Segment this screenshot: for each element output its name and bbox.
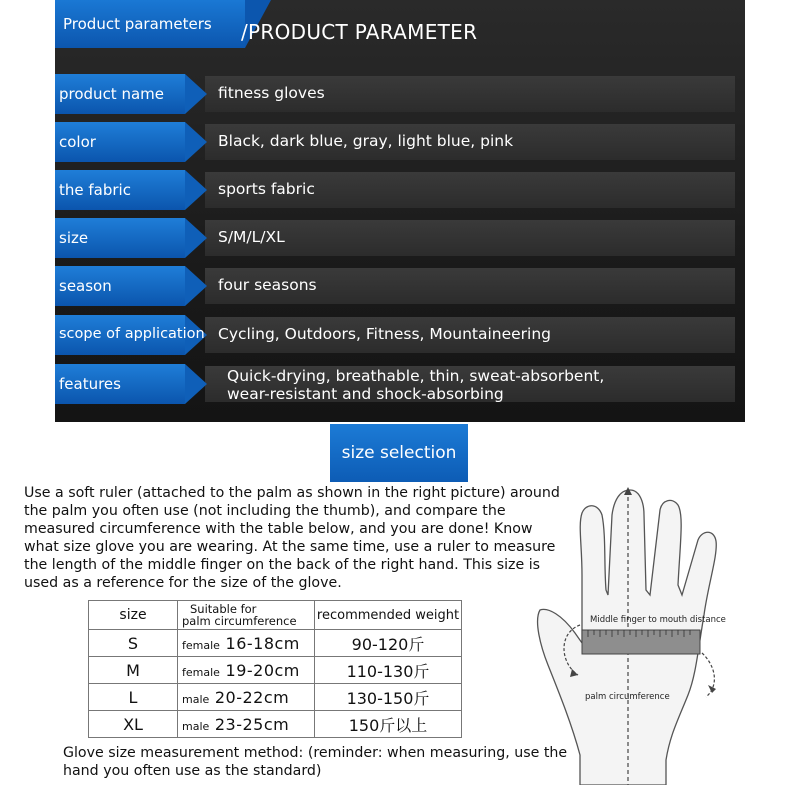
panel-header (55, 0, 745, 64)
palm-cell (178, 630, 315, 657)
table-row (89, 684, 462, 711)
param-label: season (59, 277, 112, 295)
param-row-fabric (55, 170, 745, 210)
table-row (89, 630, 462, 657)
param-row-size (55, 218, 745, 258)
table-row (89, 711, 462, 738)
size-cell: M (89, 657, 178, 684)
hand-measurement-diagram (520, 485, 780, 785)
palm-cell (178, 711, 315, 738)
header-palm-line: palm circumference (182, 614, 297, 628)
param-label: scope of application (59, 326, 205, 342)
palm-range: 20-22cm (209, 687, 290, 707)
param-label: the fabric (59, 181, 131, 199)
header-palm-circumference (178, 601, 315, 630)
row-label-tab-tip (185, 266, 207, 306)
param-row-season (55, 266, 745, 306)
param-value-line: wear-resistant and shock-absorbing (227, 385, 504, 403)
param-row-scope (55, 315, 745, 355)
measurement-instructions: Use a soft ruler (attached to the palm as shown in the right picture) around the palm you often use (not including the thumb), and compare the measured circumference with the table below, and you are done! Know what size glove you are wearing. At the same time, use a ruler to measure the length of the middle finger on the back of the right hand. This size is used as a reference for the size of the glove. (24, 485, 560, 591)
param-value (227, 367, 604, 403)
finger-length-label: Middle finger to mouth distance (590, 615, 726, 625)
palm-range: 23-25cm (209, 714, 290, 734)
row-label-tab-tip (185, 218, 207, 258)
table-header-row (89, 601, 462, 630)
arrow-head-right (708, 685, 716, 693)
palm-circumference-label: palm circumference (585, 692, 670, 702)
weight-cell: 150斤以上 (315, 711, 462, 738)
gender-label: female (182, 638, 220, 652)
row-label-tab-tip (185, 364, 207, 404)
size-cell: L (89, 684, 178, 711)
param-row-features (55, 364, 745, 404)
palm-cell (178, 684, 315, 711)
param-value: sports fabric (218, 180, 315, 198)
size-chart-table (88, 600, 462, 738)
weight-cell: 110-130斤 (315, 657, 462, 684)
product-parameter-panel (55, 0, 745, 422)
param-value-line: Quick-drying, breathable, thin, sweat-absorbent, (227, 367, 605, 385)
header-weight: recommended weight (315, 601, 462, 630)
weight-cell: 130-150斤 (315, 684, 462, 711)
header-label: Product parameters (63, 15, 212, 33)
size-cell: XL (89, 711, 178, 738)
row-label-tab-tip (185, 74, 207, 114)
weight-cell: 90-120斤 (315, 630, 462, 657)
size-selection-banner: size selection (330, 424, 468, 482)
param-value: S/M/L/XL (218, 228, 285, 246)
size-cell: S (89, 630, 178, 657)
param-label: product name (59, 85, 164, 103)
gender-label: female (182, 665, 220, 679)
param-label: color (59, 133, 96, 151)
param-label: size (59, 229, 89, 247)
palm-cell (178, 657, 315, 684)
header-palm-line: Suitable for (190, 602, 257, 616)
gender-label: male (182, 692, 210, 706)
table-row (89, 657, 462, 684)
param-row-product-name (55, 74, 745, 114)
param-label: features (59, 375, 121, 393)
palm-range: 16-18cm (219, 633, 300, 653)
param-value: four seasons (218, 276, 317, 294)
row-label-tab-tip (185, 122, 207, 162)
palm-range: 19-20cm (219, 660, 300, 680)
measurement-method-note: Glove size measurement method: (reminder: when measuring, use the hand you often use as the standard) (63, 745, 568, 779)
header-size: size (89, 601, 178, 630)
param-value: Black, dark blue, gray, light blue, pink (218, 132, 514, 150)
param-value: Cycling, Outdoors, Fitness, Mountaineering (218, 325, 552, 343)
gender-label: male (182, 719, 210, 733)
param-value: fitness gloves (218, 84, 325, 102)
panel-title: /PRODUCT PARAMETER (241, 20, 478, 44)
param-row-color (55, 122, 745, 162)
row-label-tab-tip (185, 170, 207, 210)
